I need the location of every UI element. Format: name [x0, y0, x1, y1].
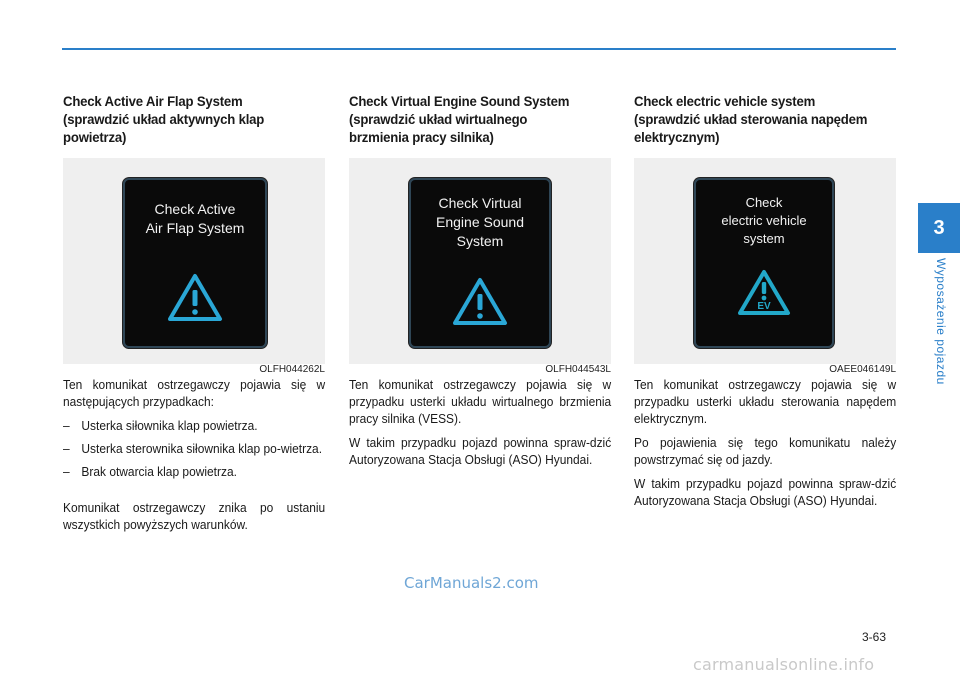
paragraph: Ten komunikat ostrzegawczy pojawia się w przypadku usterki układu sterowania napędem elektrycznym. [634, 377, 897, 426]
warning-figure [63, 158, 325, 375]
top-rule [62, 48, 896, 50]
cluster-screen [694, 178, 834, 348]
list-item: – Brak otwarcia klap powietrza. [63, 463, 325, 480]
watermark-logo: CarManuals2.com [404, 574, 539, 592]
section-heading: Check Active Air Flap System (sprawdzić układ aktywnych klap powietrza) [63, 93, 265, 145]
screen-message: Check electric vehicle system [721, 195, 807, 246]
paragraph: Ten komunikat ostrzegawczy pojawia się w przypadku usterki układu wirtualnego brzmienia pracy silnika (VESS). [349, 377, 612, 426]
section-virtual-engine-sound [349, 92, 611, 475]
figure-code: OLFH044262L [253, 364, 325, 376]
ev-label: EV [757, 301, 771, 312]
watermark-text: carmanualsonline.info [693, 655, 875, 674]
chapter-tab: 3 [918, 203, 960, 253]
warning-triangle-icon [166, 272, 224, 324]
warning-triangle-icon [451, 276, 509, 328]
paragraph: Komunikat ostrzegawczy znika po ustaniu wszystkich powyższych warunków. [63, 500, 326, 532]
warning-figure [349, 158, 611, 375]
list-item: – Usterka siłownika klap powietrza. [63, 417, 325, 434]
warning-figure [634, 158, 896, 375]
paragraph: W takim przypadku pojazd powinna spraw-dzić Autoryzowana Stacja Obsługi (ASO) Hyundai. [634, 476, 897, 508]
section-heading: Check Virtual Engine Sound System (sprawdzić układ wirtualnego brzmienia pracy silnika) [349, 93, 570, 145]
section-active-air-flap [63, 92, 325, 540]
section-electric-vehicle-system [634, 92, 896, 516]
page-number: 3-63 [862, 630, 887, 644]
cluster-screen [409, 178, 551, 348]
list-item: – Usterka sterownika siłownika klap po-wietrza. [63, 440, 325, 457]
paragraph: W takim przypadku pojazd powinna spraw-dzić Autoryzowana Stacja Obsługi (ASO) Hyundai. [349, 435, 612, 467]
section-heading: Check electric vehicle system (sprawdzić układ sterowania napędem elektrycznym) [634, 93, 868, 145]
screen-message: Check Active Air Flap System [145, 201, 245, 236]
section-body [634, 376, 896, 509]
cluster-screen [123, 178, 267, 348]
paragraph: Po pojawienia się tego komunikatu należy powstrzymać się od jazdy. [634, 435, 897, 467]
screen-message: Check Virtual Engine Sound System [436, 195, 524, 249]
bullet-list [63, 417, 325, 480]
paragraph: Ten komunikat ostrzegawczy pojawia się w następujących przypadkach: [63, 377, 326, 409]
section-body [63, 376, 325, 533]
figure-code: OLFH044543L [539, 364, 611, 376]
chapter-label: Wyposażenie pojazdu [934, 258, 948, 385]
section-body [349, 376, 611, 468]
figure-code: OAEE046149L [823, 364, 896, 376]
